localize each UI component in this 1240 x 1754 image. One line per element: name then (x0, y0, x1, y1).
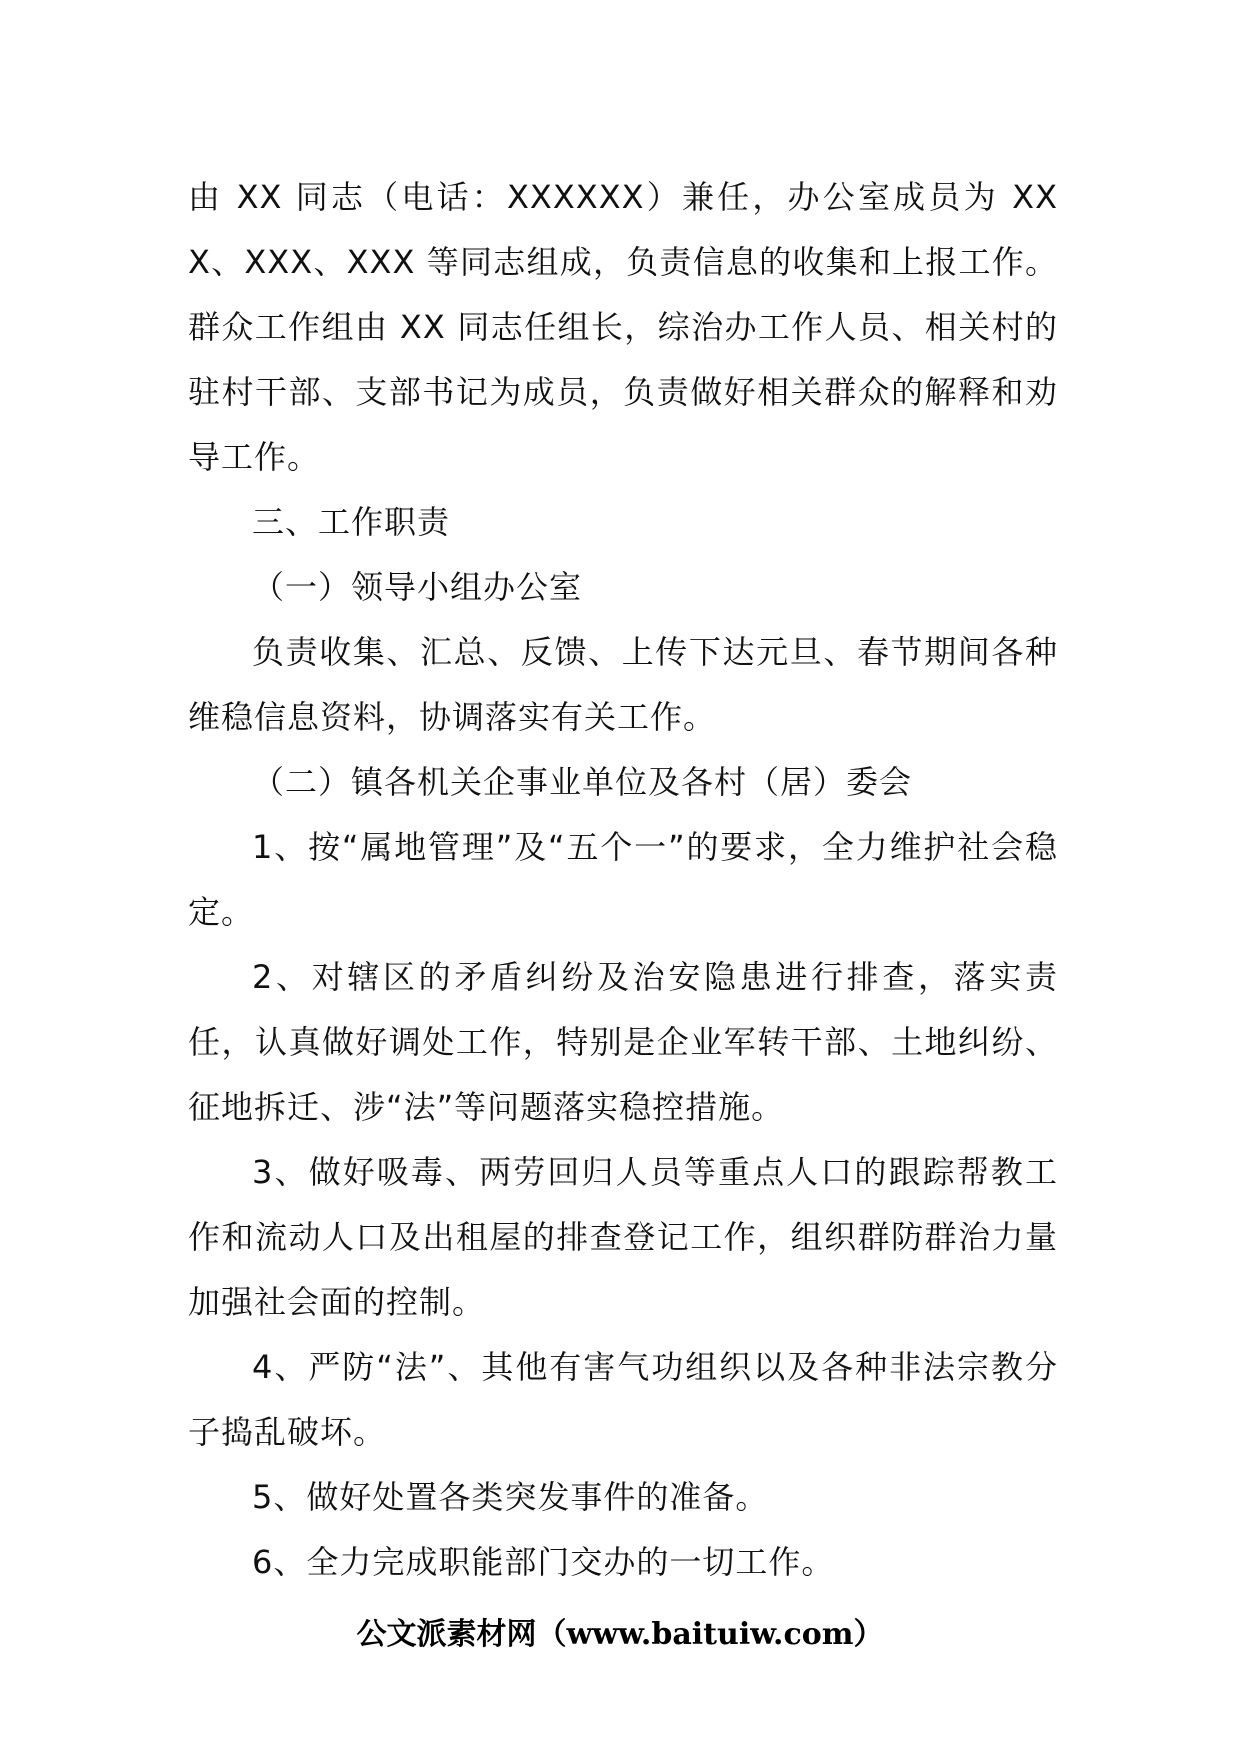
list-item-4: 4、严防“法”、其他有害气功组织以及各种非法宗教分子捣乱破坏。 (188, 1348, 1058, 1451)
document-body (188, 165, 1058, 1595)
subsection-heading-units: （二）镇各机关企事业单位及各村（居）委会 (252, 763, 913, 801)
paragraph-office-duties: 负责收集、汇总、反馈、上传下达元旦、春节期间各种维稳信息资料，协调落实有关工作。 (188, 633, 1058, 736)
list-item-1: 1、按“属地管理”及“五个一”的要求，全力维护社会稳定。 (188, 828, 1058, 931)
section-heading-duties: 三、工作职责 (252, 503, 451, 541)
list-item-5: 5、做好处置各类突发事件的准备。 (252, 1478, 769, 1516)
subsection-heading-office: （一）领导小组办公室 (252, 568, 583, 606)
list-item-6: 6、全力完成职能部门交办的一切工作。 (252, 1543, 835, 1581)
list-item-2: 2、对辖区的矛盾纠纷及治安隐患进行排查，落实责任，认真做好调处工作，特别是企业军转干部、土地纠纷、征地拆迁、涉“法”等问题落实稳控措施。 (188, 958, 1058, 1126)
page-footer-source: 公文派素材网（www.baituiw.com） (356, 1617, 884, 1652)
list-item-3: 3、做好吸毒、两劳回归人员等重点人口的跟踪帮教工作和流动人口及出租屋的排查登记工作，组织群防群治力量加强社会面的控制。 (188, 1153, 1058, 1321)
paragraph-continuation: 由 XX 同志（电话：XXXXXX）兼任，办公室成员为 XXX、XXX、XXX 等同志组成，负责信息的收集和上报工作。群众工作组由 XX 同志任组长，综治办工作人员、相关村的驻村干部、支部书记为成员，负责做好相关群众的解释和劝导工作。 (188, 178, 1058, 476)
